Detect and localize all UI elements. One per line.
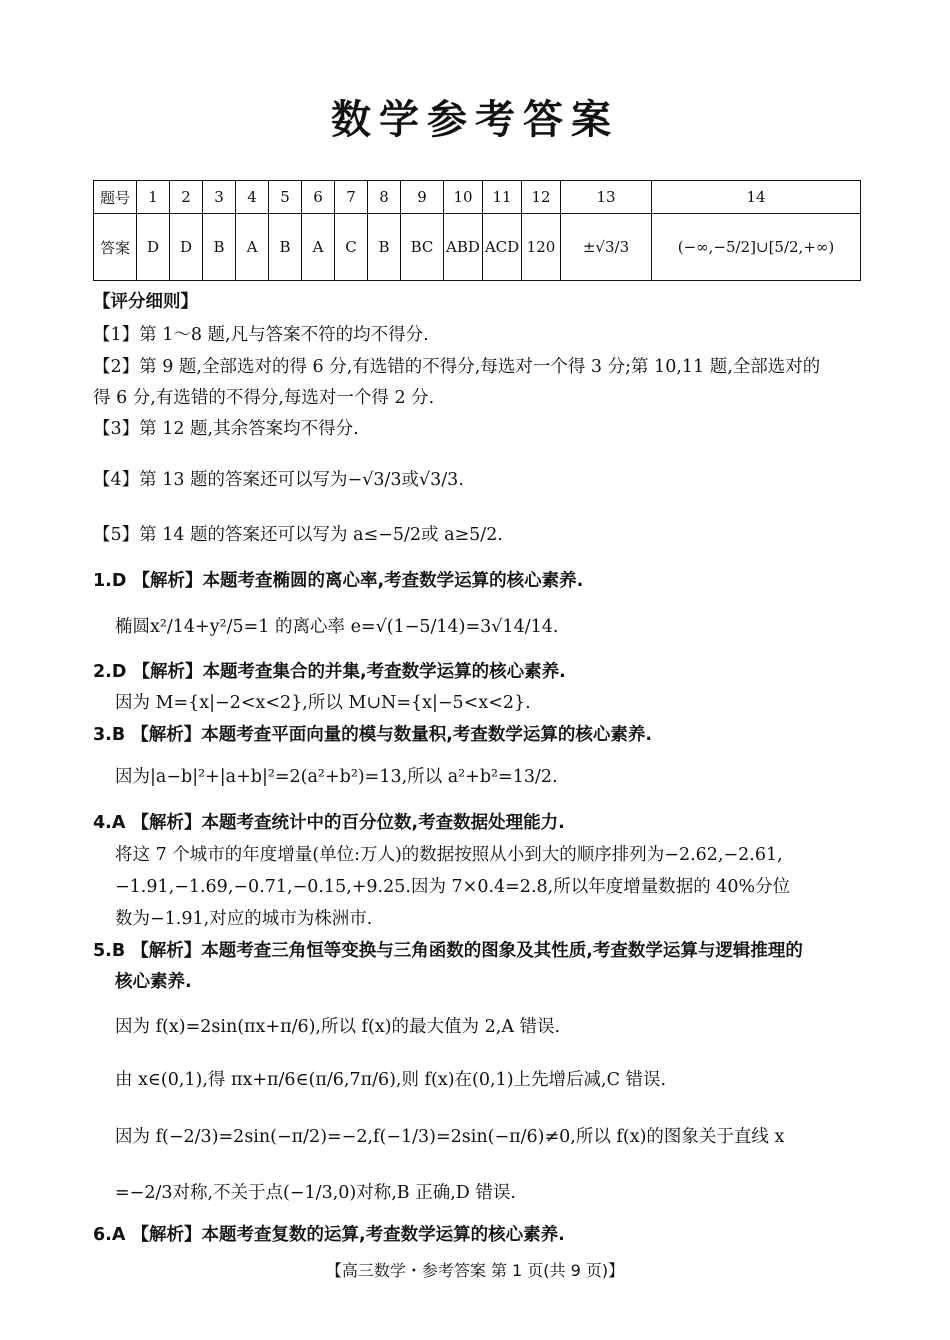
question-number-cell: 14 bbox=[652, 181, 861, 214]
solution-text: 因为|a−b|²+|a+b|²=2(a²+b²)=13,所以 a²+b²=13/2. bbox=[115, 767, 558, 787]
page-footer: 【高三数学・参考答案 第 1 页(共 9 页)】 bbox=[325, 1261, 625, 1280]
solution-text: =−2/3对称,不关于点(−1/3,0)对称,B 正确,D 错误. bbox=[115, 1183, 516, 1203]
scoring-rule: 【4】第 13 题的答案还可以写为−√3/3或√3/3. bbox=[93, 470, 464, 490]
solution-heading: 2.D 【解析】本题考查集合的并集,考查数学运算的核心素养. bbox=[93, 662, 566, 682]
scoring-rule: 得 6 分,有选错的不得分,每选对一个得 2 分. bbox=[93, 388, 435, 408]
scoring-heading: 【评分细则】 bbox=[93, 292, 198, 312]
answer-cell-13: ±√3/3 bbox=[561, 214, 652, 281]
answer-cell: D bbox=[137, 214, 170, 281]
answer-cell: A bbox=[236, 214, 269, 281]
solution-heading: 1.D 【解析】本题考查椭圆的离心率,考查数学运算的核心素养. bbox=[93, 571, 584, 591]
scoring-rule: 【3】第 12 题,其余答案均不得分. bbox=[93, 419, 359, 439]
question-number-cell: 13 bbox=[561, 181, 652, 214]
solution-text: 因为 f(x)=2sin(πx+π/6),所以 f(x)的最大值为 2,A 错误. bbox=[115, 1017, 561, 1037]
answer-cell: C bbox=[335, 214, 368, 281]
solution-text: 将这 7 个城市的年度增量(单位:万人)的数据按照从小到大的顺序排列为−2.62,−2.61, bbox=[115, 845, 783, 865]
answer-cell: B bbox=[368, 214, 401, 281]
question-number-cell: 7 bbox=[335, 181, 368, 214]
solution-text: 由 x∈(0,1),得 πx+π/6∈(π/6,7π/6),则 f(x)在(0,1)上先增后减,C 错误. bbox=[115, 1070, 667, 1090]
question-number-cell: 9 bbox=[401, 181, 444, 214]
answer-cell: A bbox=[302, 214, 335, 281]
question-number-cell: 11 bbox=[483, 181, 522, 214]
header-label-cell: 题号 bbox=[94, 181, 137, 214]
solution-heading: 6.A 【解析】本题考查复数的运算,考查数学运算的核心素养. bbox=[93, 1225, 565, 1245]
answer-cell: 120 bbox=[522, 214, 561, 281]
answer-cell: B bbox=[269, 214, 302, 281]
scoring-rule: 【2】第 9 题,全部选对的得 6 分,有选错的不得分,每选对一个得 3 分;第 10,11 题,全部选对的 bbox=[93, 357, 821, 377]
answer-table bbox=[93, 180, 861, 281]
solution-text: 数为−1.91,对应的城市为株洲市. bbox=[115, 909, 373, 929]
question-number-cell: 5 bbox=[269, 181, 302, 214]
solution-heading: 4.A 【解析】本题考查统计中的百分位数,考查数据处理能力. bbox=[93, 813, 565, 833]
solution-text: 因为 f(−2/3)=2sin(−π/2)=−2,f(−1/3)=2sin(−π/6)≠0,所以 f(x)的图象关于直线 x bbox=[115, 1127, 785, 1147]
question-number-cell: 2 bbox=[170, 181, 203, 214]
table-row bbox=[94, 214, 861, 281]
scoring-rule: 【5】第 14 题的答案还可以写为 a≤−5/2或 a≥5/2. bbox=[93, 525, 503, 545]
table-row bbox=[94, 181, 861, 214]
answer-cell: ABD bbox=[444, 214, 483, 281]
question-number-cell: 1 bbox=[137, 181, 170, 214]
page-title: 数学参考答案 bbox=[331, 97, 619, 143]
answer-cell: B bbox=[203, 214, 236, 281]
answer-cell: ACD bbox=[483, 214, 522, 281]
question-number-cell: 10 bbox=[444, 181, 483, 214]
answer-cell: D bbox=[170, 214, 203, 281]
question-number-cell: 12 bbox=[522, 181, 561, 214]
question-number-cell: 3 bbox=[203, 181, 236, 214]
answer-label-cell: 答案 bbox=[94, 214, 137, 281]
scoring-rule: 【1】第 1～8 题,凡与答案不符的均不得分. bbox=[93, 325, 429, 345]
answer-cell-14: (−∞,−5/2]∪[5/2,+∞) bbox=[652, 214, 861, 281]
solution-heading: 核心素养. bbox=[115, 972, 192, 992]
solution-heading: 3.B 【解析】本题考查平面向量的模与数量积,考查数学运算的核心素养. bbox=[93, 725, 653, 745]
solution-heading: 5.B 【解析】本题考查三角恒等变换与三角函数的图象及其性质,考查数学运算与逻辑推理的 bbox=[93, 941, 803, 961]
answer-cell: BC bbox=[401, 214, 444, 281]
solution-text: 因为 M={x|−2<x<2},所以 M∪N={x|−5<x<2}. bbox=[115, 693, 531, 713]
question-number-cell: 6 bbox=[302, 181, 335, 214]
solution-text: 椭圆x²/14+y²/5=1 的离心率 e=√(1−5/14)=3√14/14. bbox=[115, 617, 559, 637]
question-number-cell: 8 bbox=[368, 181, 401, 214]
question-number-cell: 4 bbox=[236, 181, 269, 214]
solution-text: −1.91,−1.69,−0.71,−0.15,+9.25.因为 7×0.4=2.8,所以年度增量数据的 40%分位 bbox=[115, 877, 791, 897]
